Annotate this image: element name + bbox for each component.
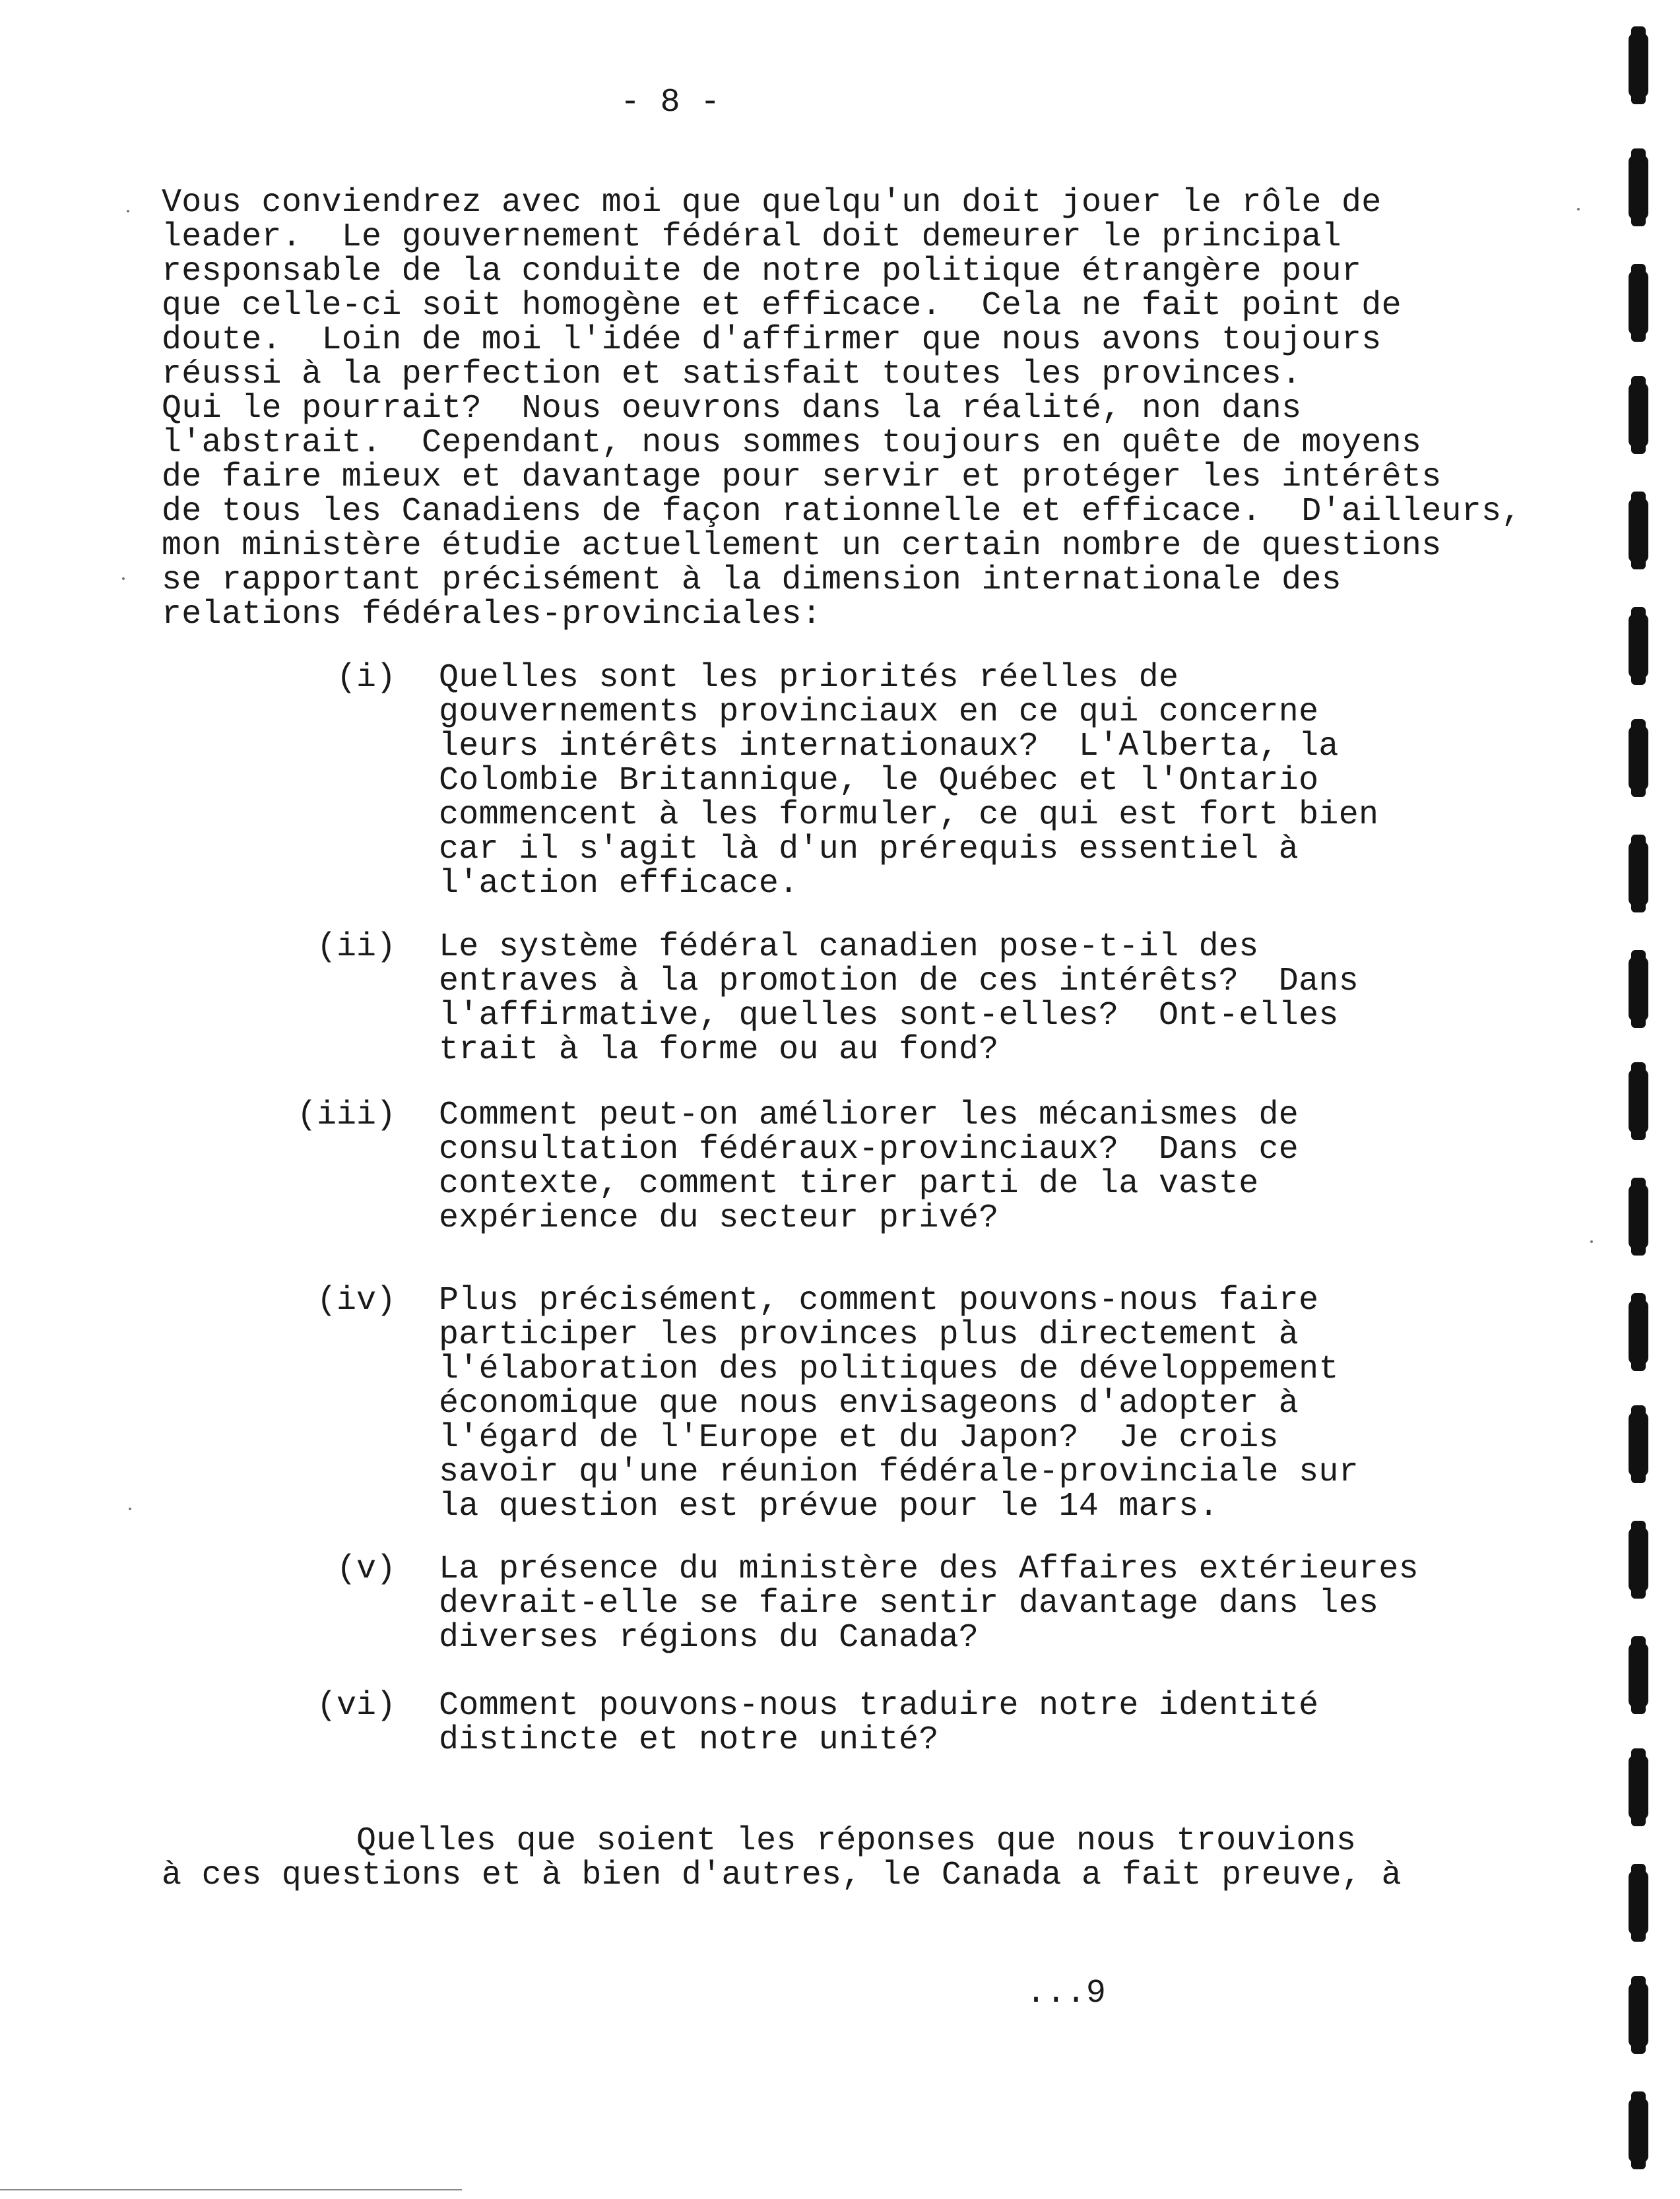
punch-mark [1631, 492, 1646, 569]
scan-speck [122, 577, 125, 580]
punch-mark [1631, 26, 1646, 104]
punch-mark [1631, 264, 1646, 342]
scan-edge-line [0, 2189, 462, 2190]
question-text: Comment peut-on améliorer les mécanismes de consultation fédéraux-provinciaux? Dans ce contexte, comment tirer parti de la vaste expérience du secteur privé? [439, 1097, 1299, 1237]
scan-speck [1590, 1240, 1593, 1243]
question-text: Plus précisément, comment pouvons-nous faire participer les provinces plus directement à l'élaboration des politiques de développement économique que nous envisageons d'adopter à l'égard de l'Europe et du Japon? Je crois savoir qu'une réunion fédérale-provinciale sur la question est prévue pour le 14 mars. [439, 1282, 1359, 1525]
question-text: La présence du ministère des Affaires extérieures devrait-elle se faire sentir davantage dans les diverses régions du Canada? [439, 1550, 1419, 1657]
scan-speck [1577, 208, 1580, 210]
question-label: (iv) [316, 1282, 396, 1320]
punch-mark [1631, 1976, 1646, 2054]
punch-mark [1631, 607, 1646, 685]
closing-paragraph-line: à ces questions et à bien d'autres, le Canada a fait preuve, à [162, 1857, 1402, 1894]
punch-mark [1631, 719, 1646, 797]
punch-mark [1631, 2091, 1646, 2169]
punch-mark [1631, 950, 1646, 1028]
question-label: (vi) [316, 1687, 396, 1725]
punch-mark [1631, 1636, 1646, 1714]
punch-mark [1631, 1864, 1646, 1942]
punch-mark [1631, 1405, 1646, 1483]
question-label: (v) [336, 1550, 396, 1588]
punch-mark [1631, 1748, 1646, 1826]
question-text: Le système fédéral canadien pose-t-il des entraves à la promotion de ces intérêts? Dans l'affirmative, quelles sont-elles? Ont-elles trait à la forme ou au fond? [439, 928, 1359, 1069]
punch-mark [1631, 376, 1646, 454]
punch-mark [1631, 148, 1646, 226]
punch-mark [1631, 1293, 1646, 1371]
closing-paragraph-line: Quelles que soient les réponses que nous trouvions [356, 1822, 1357, 1860]
scan-speck [127, 210, 129, 212]
punch-mark [1631, 1178, 1646, 1256]
question-text: Quelles sont les priorités réelles de gouvernements provinciaux en ce qui concerne leurs intérêts internationaux? L'Alberta, la Colombie Britannique, le Québec et l'Ontario commencent à les formuler, ce qui est fort bien car il s'agit là d'un prérequis essentiel à l'action efficace. [439, 659, 1379, 903]
punch-mark [1631, 835, 1646, 912]
question-text: Comment pouvons-nous traduire notre identité distincte et notre unité? [439, 1687, 1319, 1759]
question-label: (ii) [316, 928, 396, 966]
intro-paragraph: Vous conviendrez avec moi que quelqu'un doit jouer le rôle de leader. Le gouvernement fédéral doit demeurer le principal responsable de la conduite de notre politique étrangère pour que celle-ci soit homogène et efficace. Cela ne fait point de doute. Loin de moi l'idée d'affirmer que nous avons toujours réussi à la perfection et satisfait toutes les provinces. Qui le pourrait? Nous oeuvrons dans la réalité, non dans l'abstrait. Cependant, nous sommes toujours en quête de moyens de faire mieux et davantage pour servir et protéger les intérêts de tous les Canadiens de façon rationnelle et efficace. D'ailleurs, mon ministère étudie actuellement un certain nombre de questions se rapportant précisément à la dimension internationale des relations fédérales-provinciales: [162, 184, 1522, 633]
question-label: (iii) [296, 1097, 396, 1134]
continuation-marker: ...9 [1026, 1975, 1107, 2012]
question-label: (i) [336, 659, 396, 697]
scan-speck [129, 1508, 131, 1510]
page-number: - 8 - [620, 84, 721, 121]
punch-mark [1631, 1521, 1646, 1599]
punch-mark [1631, 1062, 1646, 1140]
